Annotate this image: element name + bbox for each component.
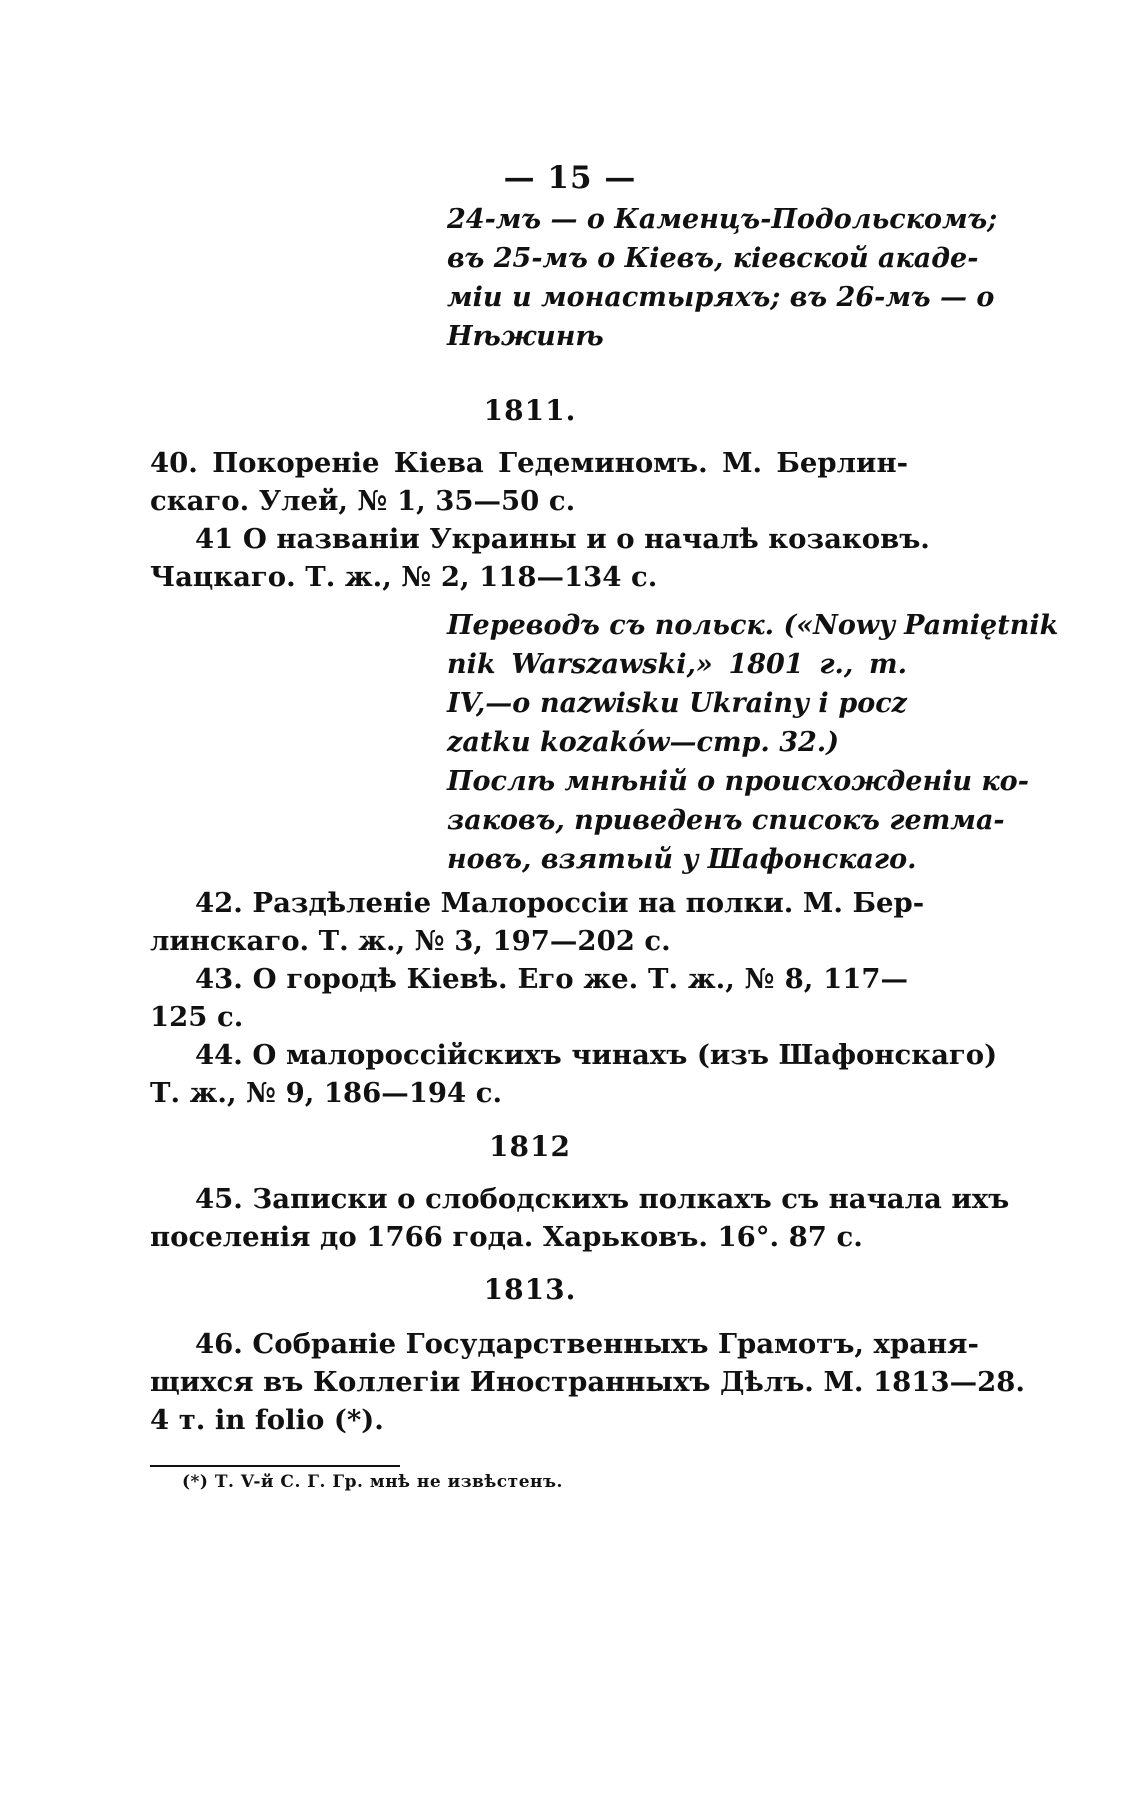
- text-line: въ 25-мъ о Кiевъ, кiевской акаде-: [447, 243, 979, 274]
- text-line: новъ, взятый у Шафонскаго.: [447, 844, 917, 875]
- text-line: nik Warszawski,» 1801 г., т.: [447, 649, 907, 680]
- text-line: zatku kozaków—стр. 32.): [447, 727, 839, 758]
- text-line: 45. Записки о слободскихъ полкахъ съ начала ихъ: [195, 1183, 1010, 1215]
- page-number: — 15 —: [503, 160, 637, 196]
- entry-42: [150, 884, 925, 960]
- continuation-note: [447, 200, 998, 356]
- text-line: 44. О малороссiйскихъ чинахъ (изъ Шафонскаго): [195, 1039, 998, 1071]
- entry-43: [150, 960, 908, 1036]
- text-line: поселенiя до 1766 года. Харьковъ. 16°. 87 с.: [150, 1221, 863, 1253]
- text-line: 43. О городѣ Кiевѣ. Его же. Т. ж., № 8, 117—: [195, 963, 908, 995]
- text-line: щихся въ Коллегiи Иностранныхъ Дѣлъ. М. 1813—28.: [150, 1366, 1025, 1398]
- text-line: Чацкаго. Т. ж., № 2, 118—134 с.: [150, 561, 658, 593]
- text-line: IV,—o nazwisku Ukrainy i pocz: [447, 688, 907, 719]
- footnote: (*) Т. V-й С. Г. Гр. мнѣ не извѣстенъ.: [182, 1472, 563, 1492]
- entry-46: [150, 1325, 1025, 1439]
- text-line: Переводъ съ польск. («Nowy Pamiętnik: [447, 610, 1059, 641]
- text-line: 41 О названiи Украины и о началѣ козаковъ.: [195, 523, 930, 555]
- entry-45: [150, 1180, 1010, 1256]
- text-line: Нѣжинѣ: [447, 321, 604, 352]
- text-line: мiи и монастыряхъ; въ 26-мъ — о: [447, 282, 995, 313]
- footnote-divider: [150, 1465, 400, 1467]
- text-line: 46. Собранiе Государственныхъ Грамотъ, храня-: [195, 1328, 979, 1360]
- text-line: 125 с.: [150, 1001, 244, 1033]
- entry-40: [150, 444, 908, 520]
- text-line: 4 т. in folio (*).: [150, 1404, 384, 1436]
- year-heading-1813: 1813.: [483, 1273, 577, 1306]
- text-line: 42. Раздѣленiе Малороссiи на полки. М. Бер-: [195, 887, 925, 919]
- text-line: линскаго. Т. ж., № 3, 197—202 с.: [150, 925, 671, 957]
- year-heading-1812: 1812: [489, 1130, 571, 1163]
- text-line: 24-мъ — о Каменцъ-Подольскомъ;: [447, 204, 998, 235]
- text-line: Т. ж., № 9, 186—194 с.: [150, 1077, 503, 1109]
- entry-41: [150, 520, 930, 596]
- text-line: заковъ, приведенъ списокъ гетма-: [447, 805, 1005, 836]
- text-line: Послѣ мнѣнiй о происхожденiи ко-: [447, 766, 1029, 797]
- entry-41-note: [447, 606, 1059, 879]
- year-heading-1811: 1811.: [483, 394, 577, 427]
- entry-44: [150, 1036, 998, 1112]
- text-line: скаго. Улей, № 1, 35—50 с.: [150, 485, 576, 517]
- text-line: 40. Покоренiе Кiева Гедеминомъ. М. Берлин-: [150, 447, 908, 479]
